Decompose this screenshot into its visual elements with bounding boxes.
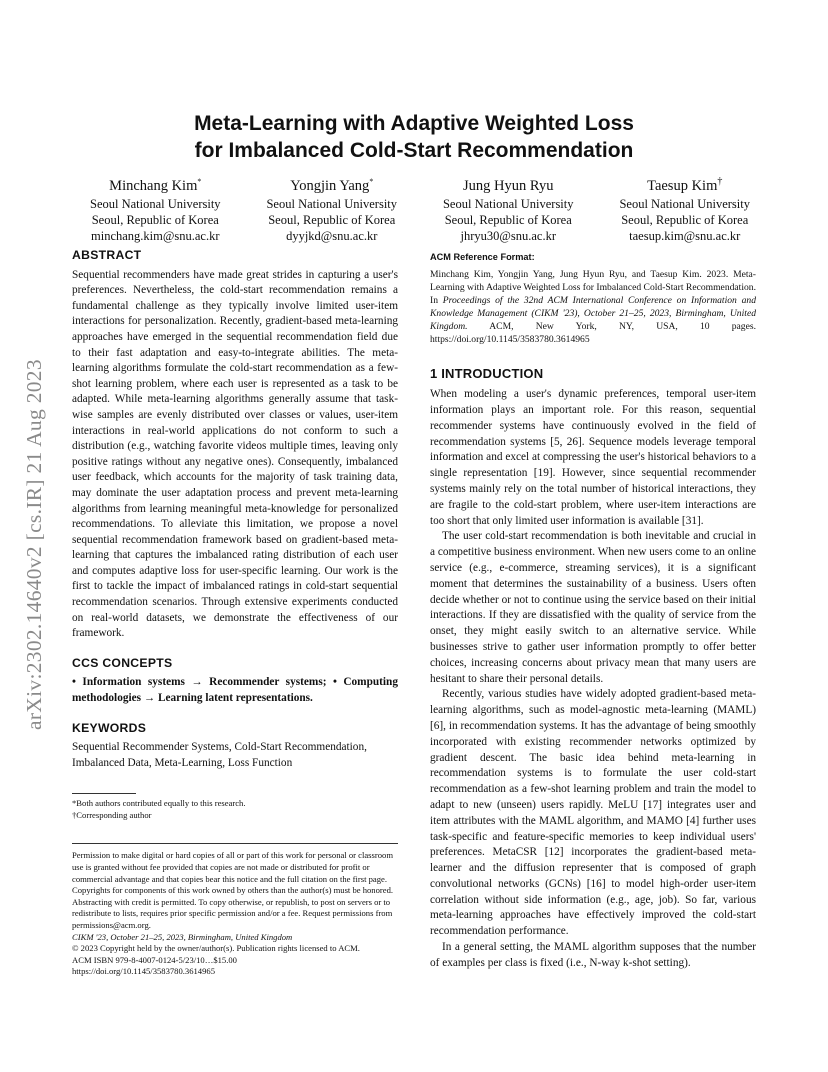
author-name: Jung Hyun Ryu [463, 177, 554, 194]
paper-title [0, 110, 828, 164]
copyright-line: © 2023 Copyright held by the owner/author(s). Publication rights licensed to ACM. [72, 943, 360, 954]
author-location: Seoul, Republic of Korea [444, 212, 572, 227]
author-affiliation: Seoul National University [442, 196, 574, 211]
title-line-1: Meta-Learning with Adaptive Weighted Loss [194, 112, 634, 135]
author-mark: † [717, 176, 723, 187]
keywords-text: Sequential Recommender Systems, Cold-Start Recommendation, Imbalanced Data, Meta-Learning, Loss Function [72, 741, 367, 769]
intro-paragraph-4: In a general setting, the MAML algorithm supposes that the number of examples per class is fixed (i.e., N-way k-shot setting). [430, 941, 756, 969]
author-location: Seoul, Republic of Korea [621, 212, 749, 227]
author-name: Minchang Kim [109, 177, 198, 194]
abstract-heading: ABSTRACT [72, 248, 142, 262]
permission-text: Permission to make digital or hard copies of all or part of this work for personal or classroom use is granted without fee provided that copies are not made or distributed for profit or commercial advantage and that copies bear this notice and the full citation on the first page. Copyrights for components of this work owned by others than the author(s) must be honored. Abstracting with credit is permitted. To copy otherwise, or republish, to post on servers or to redistribute to lists, requires prior specific permission and/or a fee. Request permissions from permissions@acm.org. [72, 850, 394, 930]
reference-format-venue: Proceedings of the 32nd ACM International Conference on Information and Knowledge Management (CIKM '23), October 21–25, 2023, Birmingham, United Kingdom. [430, 294, 757, 332]
reference-format-authors: Minchang Kim, Yongjin Yang, Jung Hyun Ryu, and Taesup Kim. 2023. Meta-Learning with Adaptive Weighted Loss for Imbalanced Cold-Start Recommendation. In [430, 268, 756, 306]
ccs-text: • Information systems → Recommender systems; • Computing methodologies → Learning latent representations. [72, 676, 398, 705]
author-affiliation: Seoul National University [90, 196, 221, 211]
right-column [430, 250, 756, 972]
ccs-heading: CCS CONCEPTS [72, 655, 173, 670]
author-block [619, 172, 750, 244]
permission-divider [72, 843, 398, 844]
author-name: Yongjin Yang [290, 177, 370, 194]
intro-paragraph-1: When modeling a user's dynamic preferences, temporal user-item information plays an important role. For this reason, sequential recommender systems have continuously evolved in the field of recommendation systems [5, 26]. Sequence models leverage temporal information and excel at compressing the user's historical behaviors to a single representation [19]. However, since sequential recommender systems mainly rely on the total number of historical interactions, they are fragile to the cold-start problem, where user-item interactions are too short that only limited user information is available [31]. [430, 388, 756, 527]
author-name: Taesup Kim [647, 177, 718, 194]
author-email[interactable]: minchang.kim@snu.ac.kr [91, 228, 220, 243]
intro-paragraph-2: The user cold-start recommendation is both inevitable and crucial in a competitive business environment. When new users come to an online service (e.g., e-commerce, streaming services), it is a significant moment that determines the sustainability of a business. Users often decide whether or not to continue using the service based on their initial interactions. If they are dissatisfied with the quality of service from the onset, they might easily switch to an alternative service. While businesses strive to gather user information promptly to offer better choices, increasing concerns about privacy mean that many users are hesitant to share their personal details. [430, 530, 756, 685]
author-affiliation: Seoul National University [619, 196, 750, 211]
author-email[interactable]: taesup.kim@snu.ac.kr [629, 228, 741, 243]
conference-line: CIKM '23, October 21–25, 2023, Birmingham, United Kingdom [72, 931, 293, 942]
author-location: Seoul, Republic of Korea [91, 212, 219, 227]
author-list [90, 172, 750, 244]
permission-notice [72, 850, 398, 978]
author-email[interactable]: dyyjkd@snu.ac.kr [286, 228, 378, 243]
reference-format-publisher: ACM, New York, NY, USA, 10 pages. https://doi.org/10.1145/3583780.3614965 [430, 320, 756, 345]
footnote-corresponding: †Corresponding author [72, 809, 152, 820]
footnote-divider [72, 793, 136, 794]
reference-format-text [430, 268, 756, 346]
doi-link[interactable]: https://doi.org/10.1145/3583780.3614965 [72, 966, 215, 977]
left-column [72, 248, 398, 978]
author-location: Seoul, Republic of Korea [268, 212, 396, 227]
isbn-line: ACM ISBN 979-8-4007-0124-5/23/10…$15.00 [72, 954, 237, 965]
footnote-equal-contribution: *Both authors contributed equally to this research. [72, 798, 246, 809]
author-block [266, 172, 397, 244]
arxiv-identifier: arXiv:2302.14640v2 [cs.IR] 21 Aug 2023 [22, 359, 46, 730]
introduction-heading: 1 INTRODUCTION [430, 365, 544, 381]
author-email[interactable]: jhryu30@snu.ac.kr [460, 228, 556, 243]
author-block [90, 172, 221, 244]
intro-paragraph-3: Recently, various studies have widely adopted gradient-based meta-learning algorithms, such as model-agnostic meta-learning (MAML) [6], in recommendation systems. It has the advantage of being smoothly incorporated with existing recommender networks optimized by gradient descent. The basic idea behind meta-learning in recommendation systems is to formulate the user cold-start recommendation as a few-shot learning problem and train the model to adapt to new (unseen) users rapidly. MeLU [17] integrates user and item attributes with the MAML algorithm, and MAMO [4] further uses task-specific and feature-specific memories to keep individual users' preferences. MetaCSR [12] incorporates the gradient-based meta-learner and the diffusion representer that is composed of graph convolutional networks (GCNs) [16] to model high-order user-item correlation without side information (e.g., age, job). So far, various meta-learning approaches have effectively improved the cold-start recommendation performance. [430, 688, 756, 938]
author-mark: * [197, 177, 202, 186]
author-affiliation: Seoul National University [266, 196, 398, 211]
author-mark: * [369, 177, 374, 186]
keywords-heading: KEYWORDS [72, 720, 147, 735]
abstract-text: Sequential recommenders have made great strides in capturing a user's preferences. Nevertheless, the cold-start recommendation remains a fundamental challenge as they typically involve limited user-item interactions for personalization. Recently, gradient-based meta-learning approaches have emerged in the sequential recommendation field due to their fast adaptation and easy-to-integrate abilities. The meta-learning algorithms formulate the cold-start recommendation as a few-shot learning problem, where each user is represented as a task to be adapted. While meta-learning algorithms generally assume that task-wise samples are evenly distributed over classes or values, user-item interactions in real-world applications do not conform to such a distribution (e.g., watching favorite videos multiple times, leaving only positive ratings without any negative ones). Consequently, imbalanced user feedback, which accounts for the majority of task training data, may dominate the user adaptation process and prevent meta-learning algorithms from learning meaningful meta-knowledge for personalized recommendations. To alleviate this limitation, we propose a novel sequential recommendation framework based on gradient-based meta-learning that captures the imbalanced rating distribution of each user and computes adaptive loss for user-specific learning. Our work is the first to tackle the impact of imbalanced ratings in cold-start sequential recommendation scenarios. Through extensive experiments conducted on real-world datasets, we demonstrate the effectiveness of our framework. [72, 268, 398, 640]
author-block [443, 172, 574, 244]
introduction-body [430, 387, 756, 971]
reference-format-heading: ACM Reference Format: [430, 252, 535, 262]
title-line-2: for Imbalanced Cold-Start Recommendation [194, 139, 634, 162]
